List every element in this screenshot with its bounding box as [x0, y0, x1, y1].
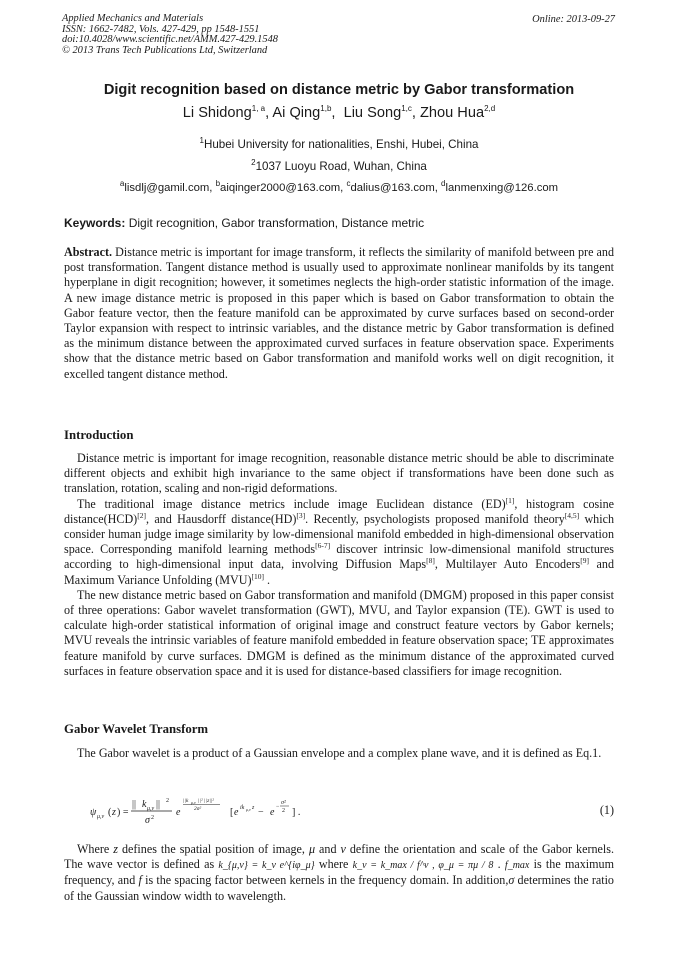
svg-text:μ,ν: μ,ν — [97, 814, 105, 820]
citation[interactable]: [3] — [296, 510, 306, 520]
citation[interactable]: [2] — [137, 510, 146, 520]
svg-text:ik: ik — [240, 805, 245, 811]
svg-text:μ,ν: μ,ν — [191, 800, 196, 805]
citation[interactable]: [4,5] — [564, 510, 580, 520]
author-list: Li Shidong$^{1, a}$, Ai Qing$^{1,b}$, Liu Song$^{1,c}$, Zhou Hua$^{2,d}$ — [182, 104, 496, 121]
svg-text:[: [ — [230, 807, 234, 818]
citation[interactable]: [6-7] — [315, 541, 331, 551]
affiliation-1: $^1$Hubei University for nationalities, Enshi, Hubei, China — [199, 136, 479, 151]
svg-text:) =: ) = — [117, 807, 129, 818]
citation[interactable]: [1] — [505, 495, 515, 505]
author-name: Liu Song — [343, 105, 402, 121]
svg-text:2: 2 — [282, 808, 285, 814]
section-heading-introduction: Introduction — [64, 428, 134, 442]
journal-header — [62, 14, 278, 56]
author-name: Li Shidong — [182, 105, 252, 121]
citation[interactable]: [9] — [580, 556, 589, 566]
affiliation-2: $^2$1037 Luoyu Road, Wuhan, China — [251, 158, 427, 173]
copyright-line: © 2013 Trans Tech Publications Ltd, Switzerland — [62, 44, 268, 56]
svg-text:2: 2 — [151, 815, 154, 821]
abstract-text: Distance metric is important for image transform, it reflects the similarity of manifold between pre and post transformation. Tangent distance method is usually used to approximate nonlinear manifolds by its tangent hyperplane in digit recognition; however, it sometimes neglects the high-order statistic information of the image. A new image distance metric is proposed in this paper which is based on Gabor transformation to obtain the Gabor feature vector, then the feature manifold can be approximated by curve surfaces based on second-order Taylor expansion with respect to intrinsic variables, and the distance metric by Gabor transformation is defined as the minimum distance between the approximated curved surfaces in feature observation space. Experiments show that the distance metric based on Gabor transformation and manifold works well on digit recognition, it excelled tangent distance method. — [64, 245, 614, 381]
keywords-label: Keywords: — [64, 216, 126, 230]
abstract — [64, 245, 614, 382]
keywords — [64, 216, 424, 230]
author-sup: 2,d — [484, 104, 496, 114]
issn-line: ISSN: 1662-7482, Vols. 427-429, pp 1548-1551 — [62, 23, 260, 35]
email-link[interactable]: dalius@163.com — [350, 182, 435, 194]
svg-text:k: k — [142, 799, 147, 810]
author-sup: 1,b — [320, 104, 332, 114]
author-name: Ai Qing — [272, 105, 321, 121]
svg-text:||: || — [156, 799, 161, 810]
intro-paragraph-2: The traditional image distance metrics include image Euclidean distance (ED)[1], histogram cosine distance(HCD)[2], and Hausdorff distance(HD)[3]. Recently, psychologists proposed manifold theory[4,5] which consider human judge image similarity by low-dimensional manifold embedded in high-dimensional observation space. Corresponding manifold learning methods[6-7] discover intrinsic low-dimensional manifold structures according to high-dimensional input data, involving Diffusion Maps[8], Multilayer Auto Encoders[9] and Maximum Variance Unfolding (MVU)[10] . — [64, 495, 615, 587]
svg-text:||: || — [132, 799, 137, 810]
author-sup: 1, a — [251, 104, 266, 114]
intro-paragraph-1: Distance metric is important for image recognition, reasonable distance metric should be able to discriminate different objects and exhibit high invariance to the same object if transformations have been done such as translation, rotation, scaling and non-rigid deformations. — [64, 451, 614, 496]
email-link[interactable]: lanmenxing@126.com — [445, 182, 559, 194]
svg-text:e: e — [234, 807, 239, 818]
gabor-paragraph-1: The Gabor wavelet is a product of a Gaussian envelope and a complex plane wave, and it is defined as Eq.1. — [77, 746, 602, 760]
svg-text:z: z — [112, 807, 116, 818]
svg-text:−: − — [276, 804, 280, 810]
equation-number: (1) — [599, 803, 614, 817]
abstract-label: Abstract. — [64, 245, 113, 259]
svg-text:−: − — [258, 807, 264, 818]
online-date: Online: 2013-09-27 — [532, 14, 615, 25]
svg-text:μ,ν: μ,ν — [147, 806, 155, 812]
svg-text:2: 2 — [166, 798, 169, 804]
equation-1 — [90, 793, 614, 827]
svg-text:σ²: σ² — [281, 800, 286, 806]
author-sup: 1,c — [401, 104, 412, 114]
svg-text:ψ: ψ — [90, 807, 97, 818]
author-name: Zhou Hua — [419, 105, 485, 121]
svg-text:μ,ν: μ,ν — [246, 807, 251, 812]
svg-text:(: ( — [108, 807, 112, 818]
svg-text:2σ²: 2σ² — [194, 806, 202, 812]
svg-text:] .: ] . — [292, 807, 301, 818]
gabor-paragraph-2: Where z defines the spatial position of image, μ and ν define the orientation and scale of the Gabor kernels. The wave vector is defined as k_{μ,ν} = k_ν e^{iφ_μ} where k_ν = k_max / f^ν , φ_μ = πμ / 8 . f_max is the maximum frequency, and f is the spacing factor between kernels in the frequency domain. In addition,σ determines the ratio of the Gaussian window width to wavelength. — [64, 842, 614, 903]
citation[interactable]: [10] — [251, 571, 265, 581]
section-heading-gabor: Gabor Wavelet Transform — [64, 722, 209, 736]
email-link[interactable]: lisdlj@gamil.com — [124, 182, 210, 194]
journal-name: Applied Mechanics and Materials — [62, 13, 204, 24]
keywords-text: Digit recognition, Gabor transformation, Distance metric — [128, 216, 425, 230]
introduction-body — [64, 451, 614, 679]
svg-text:e: e — [176, 807, 181, 818]
citation[interactable]: [8] — [426, 556, 435, 566]
email-link[interactable]: aiqinger2000@163.com — [220, 182, 341, 194]
svg-text:z: z — [252, 805, 255, 811]
svg-text:e: e — [270, 807, 275, 818]
svg-text:||k: ||k — [183, 798, 189, 804]
svg-text:σ: σ — [145, 815, 150, 826]
doi-line: doi:10.4028/www.scientific.net/AMM.427-429.1548 — [62, 34, 278, 46]
svg-text:||² ||z||²: ||² ||z||² — [198, 798, 214, 804]
email-list: $^a$lisdlj@gamil.com, $^b$aiqinger2000@163.com, $^c$dalius@163.com, $^d$lanmenxing@126.com — [119, 179, 559, 194]
intro-paragraph-3: The new distance metric based on Gabor transformation and manifold (DMGM) proposed in this paper consist of three operations: Gabor wavelet transformation (GWT), MVU, and Taylor expansion (TE). GWT is used to calculate high-order statistical information of original image and construct feature vectors by Gabor kernels; MVU reveals the intrinsic variables of feature manifold embedded in feature observation space; TE approximates feature manifold by curve surfaces. DMGM is defined as the minimum distance of the approximated curved surfaces in feature observation space and it is used for distance-based classifiers for image recognition. — [64, 587, 614, 678]
paper-title: Digit recognition based on distance metric by Gabor transformation — [103, 82, 575, 98]
